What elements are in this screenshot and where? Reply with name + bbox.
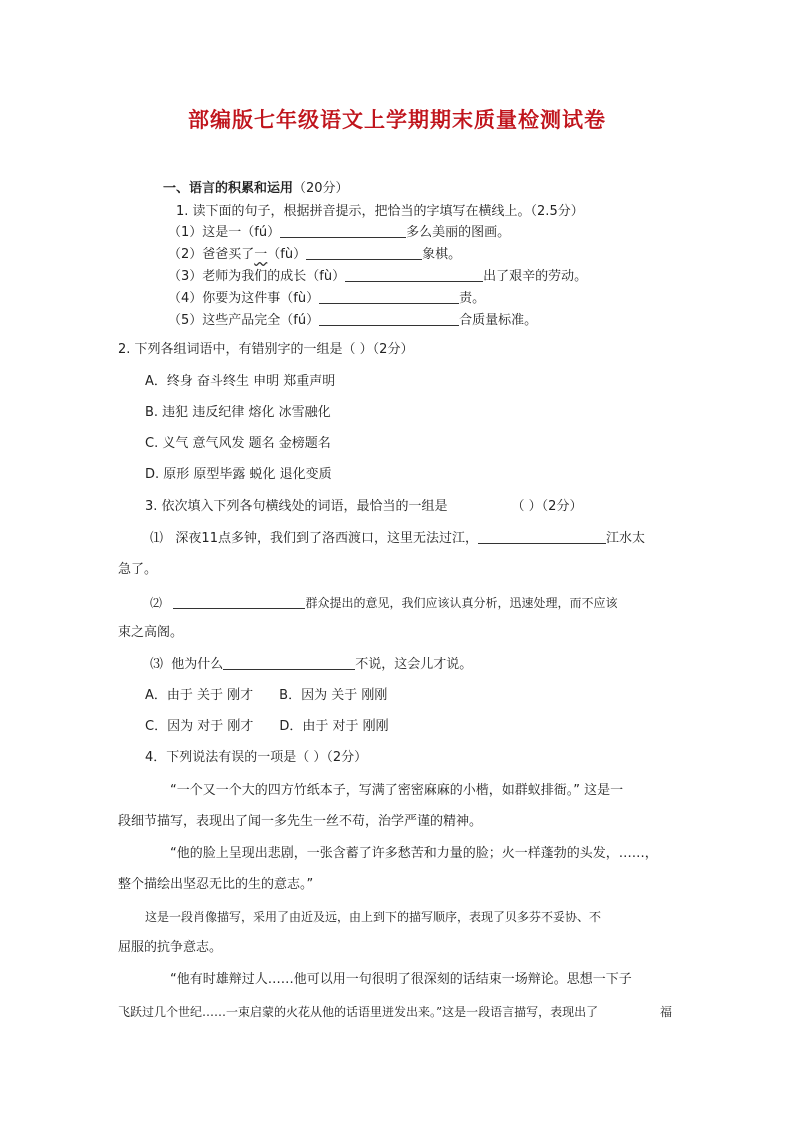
q1-stem: 1. 读下面的句子，根据拼音提示，把恰当的字填写在横线上。（2.5分）	[176, 204, 584, 219]
q1-item-2	[168, 246, 461, 264]
q4-paragraph-2-a: “他的脸上呈现出悲剧，一张含蓄了许多愁苦和力量的脸；火一样蓬勃的头发，……，	[170, 846, 658, 861]
q3-s2-num: ⑵	[150, 596, 163, 610]
q3-s3-num: ⑶	[150, 657, 164, 672]
q1-item-5	[168, 312, 537, 330]
q2-stem: 2. 下列各组词语中，有错别字的一组是（ ）（2分）	[118, 342, 414, 357]
q4-paragraph-4-a: “他有时雄辩过人……他可以用一句很明了很深刻的话结束一场辩论。思想一下子	[170, 972, 632, 987]
q3-stem-text: 3. 依次填入下列各句横线处的词语，最恰当的一组是	[145, 499, 448, 514]
q1-item-5-rest: 合质量标准。	[459, 313, 538, 328]
q3-s2-cont: 束之高阁。	[118, 625, 184, 640]
q2-option-a: A．终身 奋斗终生 申明 郑重声明	[145, 374, 336, 389]
q2-option-b: B. 违犯 违反纪律 熔化 冰雪融化	[145, 405, 331, 420]
q3-sentence-1	[150, 530, 645, 548]
q3-option-a: A．由于 关于 刚才	[145, 688, 254, 703]
q3-s1-blank[interactable]	[478, 530, 606, 544]
q1-item-4	[168, 290, 485, 308]
q1-item-5-blank[interactable]	[319, 312, 459, 326]
q3-s1-cont: 急了。	[118, 562, 158, 577]
q1-item-4-blank[interactable]	[319, 290, 459, 304]
q4-paragraph-1-b: 段细节描写，表现出了闻一多先生一丝不苟，治学严谨的精神。	[118, 814, 483, 829]
q1-item-4-rest: 责。	[459, 291, 486, 306]
q3-stem-paren: （ ）（2分）	[511, 499, 583, 514]
q1-item-3-blank[interactable]	[345, 268, 483, 282]
q1-item-5-prompt: （5）这些产品完全（fú）	[168, 313, 320, 328]
q3-option-b: B．因为 关于 刚刚	[279, 688, 388, 703]
q3-options-row-1	[145, 687, 387, 705]
q3-sentence-3	[150, 656, 472, 674]
q4-paragraph-3-a: 这是一段肖像描写，采用了由近及远，由上到下的描写顺序，表现了贝多芬不妥协、不	[145, 910, 602, 924]
q1-item-2-prompt-b: （fù）	[267, 247, 307, 262]
section-title: 一、语言的积累和运用	[163, 181, 294, 196]
q3-s1-text: 深夜11点多钟，我们到了洛西渡口，这里无法过江，	[175, 531, 478, 546]
q3-s2-after: 群众提出的意见，我们应该认真分析，迅速处理，而不应该	[305, 596, 618, 610]
page-title: 部编版七年级语文上学期期末质量检测试卷	[188, 108, 606, 132]
q4-paragraph-2-b: 整个描绘出坚忍无比的生的意志。”	[118, 877, 314, 892]
q3-s2-blank[interactable]	[173, 595, 305, 609]
q1-item-1-prompt: （1）这是一（fú）	[168, 225, 281, 240]
q3-s3-blank[interactable]	[223, 656, 355, 670]
q4-paragraph-4-c: 福	[660, 1005, 673, 1019]
q4-paragraph-1-a: “一个又一个大的四方竹纸本子，写满了密密麻麻的小楷，如群蚁排衙。” 这是一	[170, 783, 624, 798]
q4-stem: 4．下列说法有误的一项是（ ）（2分）	[145, 750, 368, 765]
q3-sentence-2	[150, 594, 617, 612]
q3-stem	[145, 498, 582, 516]
q1-item-1	[168, 224, 510, 242]
q3-option-d: D．由于 对于 刚刚	[279, 719, 389, 734]
q2-option-d: D. 原形 原型毕露 蜕化 退化变质	[145, 467, 332, 482]
q3-s1-num: ⑴	[150, 531, 164, 546]
q3-option-c: C．因为 对于 刚才	[145, 719, 254, 734]
q1-item-2-blank[interactable]	[306, 246, 422, 260]
q1-item-2-prompt-a: （2）爸爸买了	[168, 247, 255, 262]
q2-option-c: C. 义气 意气风发 题名 金榜题名	[145, 436, 331, 451]
q4-paragraph-3-b: 屈服的抗争意志。	[118, 940, 223, 955]
q1-item-2-wavy: 一	[254, 247, 268, 262]
q1-item-3-rest: 出了艰辛的劳动。	[483, 269, 588, 284]
q1-item-2-rest: 象棋。	[422, 247, 462, 262]
q1-item-1-rest: 多么美丽的图画。	[406, 225, 511, 240]
q1-item-1-blank[interactable]	[280, 224, 406, 238]
q3-s1-after: 江水太	[605, 531, 645, 546]
q1-item-4-prompt: （4）你要为这件事（fù）	[168, 291, 320, 306]
q1-item-3-prompt: （3）老师为我们的成长（fù）	[168, 269, 346, 284]
q4-paragraph-4-b: 飞跃过几个世纪……一束启蒙的火花从他的话语里迸发出来。”这是一段语言描写，表现出了	[118, 1005, 599, 1019]
q3-s3-after: 不说，这会儿才说。	[355, 657, 473, 672]
section-points: （20分）	[293, 181, 349, 196]
q3-options-row-2	[145, 718, 389, 736]
section-heading	[163, 180, 349, 198]
q1-item-3	[168, 268, 587, 286]
q3-s3-text: 他为什么	[171, 657, 224, 672]
